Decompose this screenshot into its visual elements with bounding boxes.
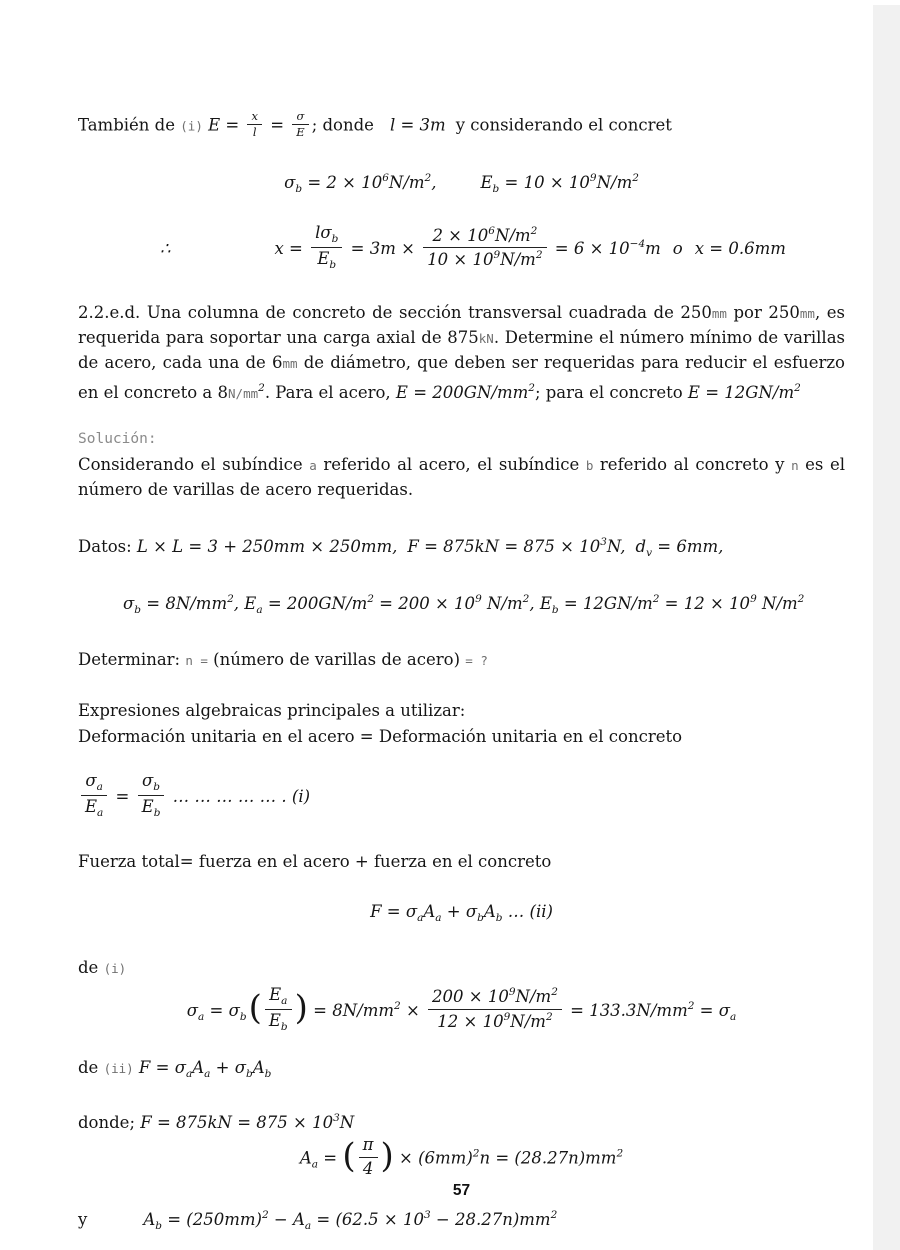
superscript: 2 [551, 986, 558, 999]
doc-line [78, 984, 845, 1036]
subscript: b [153, 806, 161, 819]
superscript: 2 [258, 381, 265, 394]
math-text: = [264, 115, 290, 135]
math-text: E [269, 984, 282, 1004]
math-text: = (250mm) [161, 1210, 262, 1230]
math-text: 12 × 10 [437, 1011, 504, 1031]
text: referido al acero, el subíndice [316, 454, 586, 474]
math-text: lσ [315, 223, 332, 243]
math-text: − A [268, 1210, 305, 1230]
math-text: N/m [510, 1011, 546, 1031]
text: , es requerida para soportar una carga axial de 875 [78, 302, 845, 347]
math-text: = 12GN/m [558, 593, 653, 613]
fraction-denominator [81, 796, 107, 820]
mono-text: N/mm [228, 385, 259, 401]
doc-line [78, 453, 845, 502]
math-text: σ [296, 109, 305, 123]
text: Determinar: [78, 649, 186, 669]
doc-line [78, 1106, 845, 1135]
text: por 250 [726, 302, 800, 322]
math-text: 4 [362, 1158, 374, 1178]
math-text: A [299, 1148, 312, 1168]
math-text: A [143, 1210, 156, 1230]
fraction-numerator [359, 1135, 378, 1158]
superscript: 2 [261, 1209, 269, 1222]
fraction [359, 1135, 378, 1179]
fraction [423, 225, 546, 271]
math-text: x = [274, 239, 309, 259]
math-text: σ [142, 770, 154, 790]
subscript: a [281, 994, 288, 1007]
doc-line [78, 770, 845, 822]
big-paren: ( [248, 988, 262, 1029]
subscript: b [264, 1068, 272, 1081]
fraction-denominator [311, 248, 342, 272]
big-paren: ( [342, 1136, 356, 1177]
subscript: b [329, 259, 337, 272]
fraction [247, 110, 262, 138]
superscript: 2 [472, 1147, 480, 1160]
subscript: a [435, 911, 442, 924]
superscript: 3 [423, 1209, 431, 1222]
fraction-numerator [81, 771, 107, 796]
spacer [87, 1224, 143, 1225]
text: Datos: [78, 536, 137, 556]
math-text: A [252, 1058, 265, 1078]
superscript: 2 [687, 999, 695, 1012]
superscript: 2 [797, 592, 805, 605]
math-text: E [296, 124, 305, 139]
superscript: 9 [503, 1010, 511, 1023]
math-text: N [339, 1113, 355, 1133]
math-text: , E [529, 593, 552, 613]
superscript: 2 [550, 1209, 558, 1222]
fraction-numerator [138, 771, 165, 796]
fraction-numerator [423, 225, 546, 249]
math-text: = 8N/mm [307, 1000, 395, 1020]
mono-text: mm [282, 355, 298, 371]
mono-text: n = [185, 652, 208, 668]
math-text: = (62.5 × 10 [311, 1210, 424, 1230]
math-text: = 2 × 10 [302, 173, 383, 193]
superscript: 2 [394, 999, 401, 1012]
subscript: b [280, 1020, 288, 1033]
superscript: 2 [528, 381, 535, 394]
mono-text: kN [478, 330, 494, 346]
math-text: , E [233, 593, 257, 613]
math-text: … … … … … . (i) [167, 786, 311, 806]
superscript: 2 [424, 172, 432, 185]
superscript: 6 [382, 172, 389, 185]
subscript: a [185, 1068, 193, 1081]
doc-line [78, 109, 845, 140]
math-text: E = 12GN/m [687, 382, 795, 402]
superscript: 2 [530, 224, 538, 237]
fraction-numerator [292, 110, 308, 125]
superscript: 2 [227, 592, 234, 605]
fraction-denominator [423, 248, 546, 271]
scrollbar-track[interactable] [873, 5, 900, 1250]
mono-text: (i) [103, 960, 127, 976]
spacer [683, 253, 695, 254]
math-text: N/m [388, 173, 425, 193]
math-text: = 133.3N/mm [564, 1000, 688, 1020]
fraction [292, 110, 308, 138]
doc-line [78, 301, 845, 406]
big-paren: ) [294, 988, 308, 1029]
math-text: = 3m × [345, 239, 421, 259]
text: ; para el concreto [534, 382, 688, 402]
math-text: σ [123, 593, 135, 613]
doc-line [78, 225, 845, 274]
math-text: A [423, 901, 436, 921]
spacer [397, 551, 407, 552]
superscript: 3 [333, 1112, 340, 1125]
math-text: N/m [494, 225, 531, 245]
text: Expresiones algebraicas principales a utilizar: [78, 700, 466, 720]
mono-text: mm [711, 305, 727, 321]
math-text: E [141, 796, 154, 816]
text: . Para el acero, [264, 382, 396, 402]
math-text: = 200 × 10 [373, 593, 476, 613]
math-text: + σ [441, 901, 478, 921]
math-text: π [362, 1135, 374, 1155]
math-text: , [431, 173, 437, 193]
fraction [138, 771, 165, 820]
subscript: b [551, 603, 559, 616]
doc-line [78, 648, 845, 673]
math-text: E = 200GN/mm [395, 382, 529, 402]
math-text: F = σ [370, 901, 418, 921]
math-text: σ [85, 770, 97, 790]
spacer [626, 551, 636, 552]
doc-line [78, 900, 845, 930]
math-text: l [252, 124, 257, 139]
spacer [171, 253, 275, 254]
math-text: E [268, 1010, 281, 1030]
doc-line [78, 166, 845, 201]
fraction-denominator [138, 796, 165, 820]
fraction [428, 986, 562, 1032]
spacer [446, 130, 456, 131]
doc-line [78, 426, 845, 451]
fraction [311, 223, 342, 272]
math-text: E [317, 249, 330, 269]
subscript: a [96, 780, 103, 793]
superscript: 2 [616, 1147, 624, 1160]
math-text: N/m [481, 593, 523, 613]
math-text: 2 × 10 [432, 225, 489, 245]
spacer [374, 130, 390, 131]
math-text: E = [202, 115, 245, 135]
superscript: 2 [535, 249, 543, 262]
subscript: v [646, 546, 653, 559]
subscript: b [239, 1010, 247, 1023]
text: ; donde [311, 115, 374, 135]
math-text: E [85, 796, 98, 816]
subscript: a [311, 1158, 319, 1171]
subscript: b [246, 1068, 253, 1081]
subscript: a [304, 1220, 312, 1233]
math-text: = 6 × 10 [549, 239, 630, 259]
math-text: N/m [756, 593, 798, 613]
subscript: a [417, 911, 424, 924]
subscript: b [331, 233, 339, 246]
fraction-numerator [247, 110, 262, 125]
math-text: × [400, 1000, 426, 1020]
doc-line [78, 1203, 845, 1238]
mono-text: a [309, 457, 317, 473]
mono-text: (ii) [103, 1061, 134, 1077]
text: Considerando el subíndice [78, 454, 310, 474]
math-text: = σ [204, 1000, 240, 1020]
text: de [78, 957, 104, 977]
document-body [78, 109, 846, 1238]
text: También de [78, 115, 181, 135]
mono-text: = ? [465, 652, 488, 668]
text: de diámetro, que deben ser requeridas para reducir el esfuerzo en el concreto a 8 [78, 352, 845, 402]
math-text: 10 × 10 [427, 250, 494, 270]
subscript: a [198, 1010, 205, 1023]
math-text: = 8N/mm [141, 593, 228, 613]
math-text: = σ [694, 1000, 730, 1020]
superscript: 2 [632, 172, 639, 185]
math-text: = [318, 1148, 343, 1168]
superscript: 2 [794, 381, 801, 394]
text: Deformación unitaria en el acero = Deformación unitaria en el concreto [78, 726, 683, 746]
superscript: 3 [600, 535, 607, 548]
superscript: −4 [629, 238, 646, 251]
fraction-numerator [265, 985, 292, 1010]
math-text: A [192, 1058, 205, 1078]
subscript: b [477, 911, 484, 924]
big-paren: ) [380, 1136, 394, 1177]
subscript: b [134, 603, 141, 616]
fraction-denominator [265, 1010, 292, 1034]
math-text: N/m [500, 250, 536, 270]
fraction [81, 771, 107, 820]
subscript: a [729, 1010, 737, 1023]
mono-text: Solución: [78, 430, 157, 447]
math-text: l = 3m [389, 115, 446, 135]
superscript: 2 [522, 592, 530, 605]
math-text: = [110, 786, 135, 806]
fraction-denominator [359, 1158, 378, 1180]
math-text: − 28.27n)mm [430, 1210, 551, 1230]
superscript: 9 [750, 592, 757, 605]
fraction-denominator [292, 125, 308, 139]
text: (número de varillas de acero) [207, 649, 466, 669]
doc-line [78, 1137, 845, 1181]
subscript: b [495, 911, 503, 924]
page-number: 57 [452, 1182, 471, 1199]
superscript: 2 [545, 1010, 553, 1023]
subscript: b [155, 1220, 162, 1233]
subscript: b [492, 183, 500, 196]
superscript: 9 [508, 986, 516, 999]
subscript: a [256, 603, 263, 616]
superscript: 9 [493, 249, 501, 262]
math-text: = 12 × 10 [659, 593, 751, 613]
math-text: = 10 × 10 [499, 173, 590, 193]
math-text: x [251, 109, 258, 123]
math-text: σ [186, 1000, 199, 1020]
text: de [78, 1058, 104, 1078]
mono-text: n [791, 457, 799, 473]
subscript: b [295, 183, 303, 196]
math-text: A [483, 901, 496, 921]
math-text: = 200GN/m [262, 593, 368, 613]
mono-text: b [585, 457, 594, 473]
subscript: a [97, 806, 104, 819]
math-text: 200 × 10 [432, 987, 509, 1007]
mono-text: mm [799, 305, 815, 321]
math-text: E [480, 173, 493, 193]
math-text: + σ [210, 1058, 246, 1078]
superscript: 2 [652, 592, 660, 605]
math-text: ∴ [160, 239, 171, 259]
text: 2.2.e.d. Una columna de concreto de sección transversal cuadrada de 250 [78, 302, 712, 322]
math-text: = 6mm, [652, 536, 724, 556]
subscript: a [204, 1068, 211, 1081]
fraction-denominator [247, 125, 262, 139]
math-text: × (6mm) [393, 1148, 473, 1168]
math-text: L × L = 3 + 250mm × 250mm, [136, 536, 398, 556]
math-text: N, [606, 536, 626, 556]
doc-line [78, 587, 845, 622]
math-text: x = 0.6mm [694, 239, 786, 259]
superscript: 2 [367, 592, 374, 605]
doc-line [78, 725, 845, 749]
superscript: 9 [475, 592, 482, 605]
math-text: o [672, 239, 683, 259]
fraction-numerator [311, 223, 342, 248]
superscript: 6 [488, 224, 495, 237]
math-text: m [645, 239, 661, 259]
math-text: σ [284, 173, 296, 193]
math-text: N/m [596, 173, 633, 193]
subscript: b [153, 780, 161, 793]
math-text: F = 875kN = 875 × 10 [407, 536, 601, 556]
fraction [265, 985, 292, 1034]
doc-line [78, 956, 845, 981]
doc-line [78, 699, 845, 723]
math-text: n = (28.27n)mm [479, 1148, 617, 1168]
mono-text: (i) [180, 118, 203, 134]
doc-line [78, 850, 845, 874]
math-text: N/m [515, 987, 552, 1007]
text: es el número de varillas de acero requeridas. [78, 454, 845, 499]
math-text: … (ii) [502, 901, 553, 921]
doc-line [78, 530, 845, 565]
superscript: 9 [589, 172, 597, 185]
math-text: F = 875kN = 875 × 10 [140, 1113, 334, 1133]
text: y considerando el concret [455, 115, 672, 135]
text: . Determine el número mínimo de varillas de acero, cada una de 6 [78, 327, 846, 372]
math-text: F = σ [133, 1058, 186, 1078]
math-text: d [635, 536, 647, 556]
text: donde; [78, 1113, 141, 1133]
fraction-numerator [428, 986, 562, 1010]
spacer [436, 187, 480, 188]
doc-line [78, 1056, 845, 1086]
text: Fuerza total= fuerza en el acero + fuerza en el concreto [78, 851, 552, 871]
text: referido al concreto y [593, 454, 792, 474]
text: y [78, 1210, 88, 1230]
spacer [661, 253, 673, 254]
fraction-denominator [428, 1010, 562, 1033]
